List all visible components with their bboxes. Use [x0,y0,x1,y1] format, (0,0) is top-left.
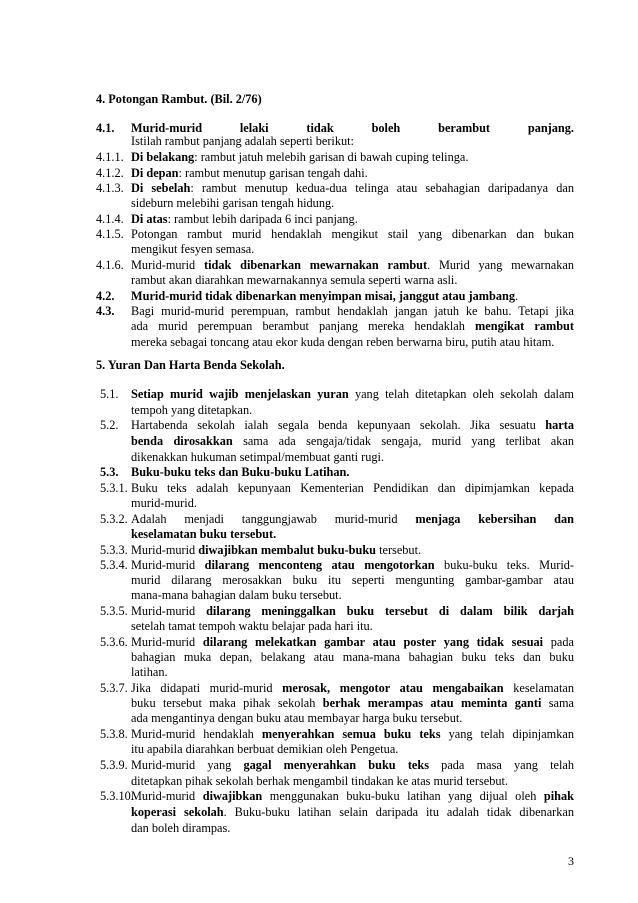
item-number: 5.3.4. [100,558,128,572]
bold-text: keselamatan buku tersebut. [131,527,277,541]
text-run: sama [541,696,575,710]
item-number: 4.2. [96,289,115,303]
text-run: : rambut lebih daripada 6 inci panjang. [167,212,358,226]
text-line [131,150,468,164]
item-number: 5.3.9. [100,758,128,772]
text-run: dan boleh dirampas. [131,821,231,835]
text-line [131,543,421,557]
text-run: setelah tamat tempoh waktu belajar pada hari itu. [131,619,373,633]
text-run: tempoh yang ditetapkan. [131,403,253,417]
item-number: 4.1. [96,121,115,135]
item-number: 5.3.5. [100,604,128,618]
item-number: 5.3.2. [100,512,128,526]
text-line [131,665,168,679]
text-line [131,742,398,756]
text-line [131,496,197,510]
text-line [131,727,574,741]
text-run: Jika didapati murid-murid [131,681,283,695]
text-line [131,512,574,526]
item-number: 4.1.6. [96,258,124,272]
text-run: murid dilarang merosakkan buku itu seperti mengunting gambar-gambar atau [131,573,574,587]
text-run: murid-murid. [131,496,197,510]
item-number: 5.3.8. [100,727,128,741]
text-run: . Murid yang mewarnakan [427,258,574,272]
text-line [131,774,508,788]
text-line [131,418,574,432]
bold-text: menjaga kebersihan dan [415,512,574,526]
text-line [131,558,574,572]
text-run: : rambut menutup garisan tengah dahi. [178,166,368,180]
section5-heading: 5. Yuran Dan Harta Benda Sekolah. [96,358,285,372]
item-number: 4.1.3. [96,181,124,195]
text-run: itu apabila diarahkan berbuat demikian oleh Pengetua. [131,742,399,756]
bold-text: Di atas [131,212,168,226]
text-line [131,650,574,664]
text-run: Buku teks adalah kepunyaan Kementerian Pendidikan dan dipimjamkan kepada [131,481,574,495]
text-run [428,604,439,618]
bold-text: di dalam bilik darjah [438,604,574,618]
text-run: yang telah dipinjamkan [440,727,574,741]
bold-text: diwajibkan [202,789,263,803]
text-run: Murid-murid [131,604,207,618]
text-line [131,527,276,541]
bold-text: dilarang melekatkan gambar atau poster yang tidak sesuai [202,635,544,649]
text-line [131,789,574,803]
text-line [131,289,518,303]
text-line [131,711,462,725]
text-run: sama ada sengaja/tidak sengaja, murid yang terlibat akan [232,434,574,448]
text-line [131,805,574,819]
text-run: Potongan rambut murid hendaklah mengikut stail yang dibenarkan dan bukan [131,227,574,241]
item-number: 4.1.5. [96,227,124,241]
text-run: mereka sebagai toncang atau ekor kuda dengan reben berwarna biru, putih atau hitam. [131,335,555,349]
text-line [131,619,373,633]
text-line [131,465,349,479]
text-line [131,319,574,333]
text-run: Hartabenda sekolah ialah segala benda kepunyaan sekolah. Jika sesuatu [131,418,546,432]
text-run: pada masa yang telah [429,758,575,772]
text-run: Murid-murid yang [131,758,244,772]
text-run: ditetapkan pihak sekolah berhak mengambil tindakan ke atas murid tersebut. [131,774,508,788]
text-run: . [515,289,519,303]
text-line [131,635,574,649]
text-line [131,403,252,417]
text-line [131,304,574,318]
text-line [131,134,354,148]
text-line [131,696,574,710]
bold-text: Setiap murid wajib menjelaskan yuran [131,387,349,401]
item-number: 5.3.6. [100,635,128,649]
bold-text: gagal menyerahkan buku teks [243,758,429,772]
text-run: : rambut menutup kedua-dua telinga atau sebahagian daripadanya dan [190,181,574,195]
text-line [131,212,358,226]
text-line [131,573,574,587]
bold-text: Di depan [131,166,179,180]
text-line [131,121,574,135]
bold-text: dilarang meninggalkan buku tersebut [206,604,428,618]
text-run: yang telah ditetapkan oleh sekolah dalam [348,387,574,401]
bold-text: Di sebelah [131,181,191,195]
bold-text: harta [545,418,574,432]
text-run: Murid-murid [131,543,199,557]
text-run: keselamatan [503,681,574,695]
text-run: sideburn melebihi garisan tengah hidung. [131,196,335,210]
text-run: Murid-murid [131,789,203,803]
text-run: bahagian muka depan, belakang atau mana-mana bahagian buku teks dan buku [131,650,574,664]
text-run: pada [543,635,574,649]
item-number: 5.2. [100,418,119,432]
bold-text: dilarang menconteng atau mengotorkan [204,558,435,572]
text-run: Murid-murid [131,635,203,649]
text-line [131,242,254,256]
bold-text: berhak merampas atau meminta ganti [322,696,542,710]
text-line [131,681,574,695]
text-run: buku-buku teks. Murid- [434,558,574,572]
item-number: 5.3.10. [100,789,134,803]
text-run: Murid-murid [131,258,204,272]
text-run: ada murid perempuan berambut panjang mereka hendaklah [131,319,476,333]
text-run: Murid-murid hendaklah [131,727,262,741]
text-line [131,758,574,772]
text-line [131,166,368,180]
item-number: 5.3.3. [100,543,128,557]
text-line [131,588,342,602]
bold-text: diwajibkan membalut buku-buku [198,543,376,557]
text-line [131,273,457,287]
bold-text: benda dirosakkan [131,434,233,448]
text-run: rambut akan diarahkan mewarnakannya semula seperti warna asli. [131,273,458,287]
text-line [131,227,574,241]
text-run: latihan. [131,665,168,679]
bold-text: Murid-murid tidak dibenarkan menyimpan misai, janggut atau jambang [131,289,515,303]
bold-text: mengikat rambut [475,319,574,333]
text-line [131,434,574,448]
item-number: 5.1. [100,387,119,401]
text-run: Bagi murid-murid perempuan, rambut hendaklah jangan jatuh ke bahu. Tetapi jika [131,304,574,318]
bold-text: merosak, mengotor atau mengabaikan [282,681,504,695]
text-line [131,387,574,401]
text-run: ada mengantinya dengan buku atau membayar harga buku tersebut. [131,711,463,725]
text-line [131,481,574,495]
bold-text: Di belakang [131,150,195,164]
bold-text: Buku-buku teks dan Buku-buku Latihan. [131,465,350,479]
item-number: 4.1.4. [96,212,124,226]
bold-text: Murid-murid lelaki tidak boleh berambut panjang. [131,121,574,135]
text-run: Murid-murid [131,558,205,572]
bold-text: tidak dibenarkan mewarnakan rambut [204,258,428,272]
text-run: mengikut fesyen semasa. [131,242,255,256]
page-number: 3 [568,854,574,868]
item-number: 5.3.1. [100,481,128,495]
item-number: 5.3. [100,465,119,479]
text-run: Adalah menjadi tanggungjawab murid-murid [131,512,416,526]
bold-text: pihak [543,789,574,803]
bold-text: koperasi sekolah [131,805,224,819]
text-line [131,604,574,618]
text-line [131,258,574,272]
item-number: 4.1.1. [96,150,124,164]
text-run: dikenakkan hukuman setimpal/membuat ganti rugi. [131,450,385,464]
text-run: tersebut. [376,543,422,557]
text-run: : rambut jatuh melebih garisan di bawah cuping telinga. [194,150,469,164]
item-number: 4.3. [96,304,115,318]
text-line [131,335,554,349]
text-run: buku tersebut maka pihak sekolah [131,696,323,710]
section4-heading: 4. Potongan Rambut. (Bil. 2/76) [96,92,262,106]
item-number: 4.1.2. [96,166,124,180]
text-line [131,196,334,210]
text-run: menggunakan buku-buku latihan yang dijual oleh [262,789,544,803]
item-number: 5.3.7. [100,681,128,695]
bold-text: menyerahkan semua buku teks [261,727,441,741]
text-line [131,821,230,835]
text-run: . Buku-buku latihan selain daripada itu adalah tidak dibenarkan [223,805,575,819]
text-run: Istilah rambut panjang adalah seperti berikut: [131,134,354,148]
text-line [131,181,574,195]
text-run: mana-mana bahagian dalam buku tersebut. [131,588,342,602]
text-line [131,450,384,464]
